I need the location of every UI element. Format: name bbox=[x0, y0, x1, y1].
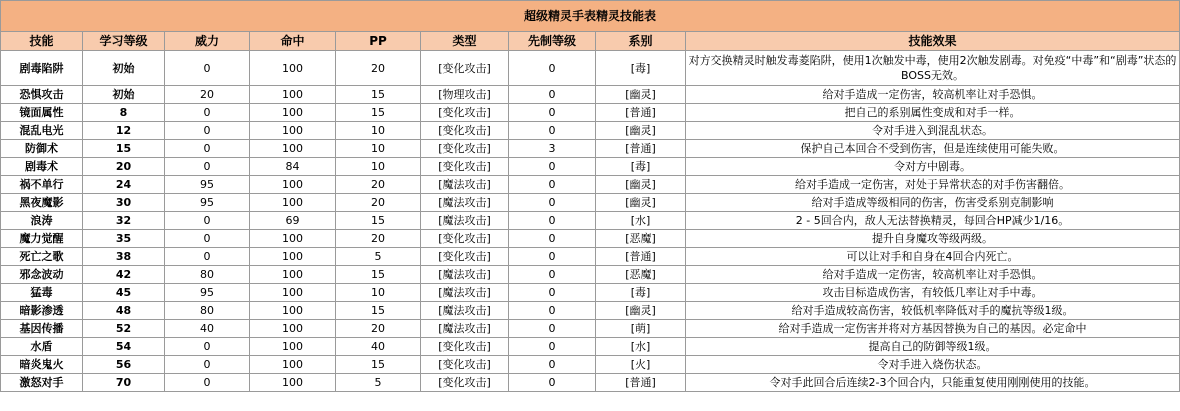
cell-pp: 15 bbox=[336, 356, 421, 374]
cell-accuracy: 100 bbox=[250, 140, 336, 158]
cell-pp: 5 bbox=[336, 374, 421, 392]
cell-accuracy: 100 bbox=[250, 104, 336, 122]
cell-pp: 20 bbox=[336, 320, 421, 338]
cell-accuracy: 100 bbox=[250, 374, 336, 392]
cell-learn-level: 12 bbox=[83, 122, 165, 140]
cell-skill-name: 防御术 bbox=[1, 140, 83, 158]
cell-effect: 攻击目标造成伤害，有较低几率让对手中毒。 bbox=[686, 284, 1180, 302]
cell-effect: 令对手此回合后连续2-3个回合内，只能重复使用刚刚使用的技能。 bbox=[686, 374, 1180, 392]
table-row bbox=[1, 51, 1180, 86]
cell-power: 0 bbox=[165, 356, 250, 374]
table-row bbox=[1, 302, 1180, 320]
cell-accuracy: 100 bbox=[250, 194, 336, 212]
cell-skill-name: 邪念波动 bbox=[1, 266, 83, 284]
cell-power: 0 bbox=[165, 338, 250, 356]
table-row bbox=[1, 104, 1180, 122]
table-row bbox=[1, 374, 1180, 392]
cell-accuracy: 84 bbox=[250, 158, 336, 176]
cell-skill-name: 浪涛 bbox=[1, 212, 83, 230]
cell-pp: 20 bbox=[336, 51, 421, 86]
header-skill: 技能 bbox=[1, 32, 83, 51]
cell-power: 40 bbox=[165, 320, 250, 338]
table-title: 超级精灵手表精灵技能表 bbox=[1, 1, 1180, 32]
cell-priority: 0 bbox=[509, 51, 596, 86]
cell-attack-type: [魔法攻击] bbox=[421, 194, 509, 212]
cell-accuracy: 100 bbox=[250, 122, 336, 140]
cell-skill-name: 暗影渗透 bbox=[1, 302, 83, 320]
cell-element: [普通] bbox=[596, 374, 686, 392]
cell-element: [幽灵] bbox=[596, 86, 686, 104]
cell-attack-type: [变化攻击] bbox=[421, 51, 509, 86]
cell-effect: 把自己的系别属性变成和对手一样。 bbox=[686, 104, 1180, 122]
cell-attack-type: [物理攻击] bbox=[421, 86, 509, 104]
cell-priority: 0 bbox=[509, 320, 596, 338]
cell-effect: 提升自身魔攻等级两级。 bbox=[686, 230, 1180, 248]
cell-attack-type: [变化攻击] bbox=[421, 122, 509, 140]
cell-attack-type: [魔法攻击] bbox=[421, 212, 509, 230]
cell-accuracy: 100 bbox=[250, 51, 336, 86]
cell-effect: 给对手造成一定伤害，对处于异常状态的对手伤害翻倍。 bbox=[686, 176, 1180, 194]
cell-priority: 0 bbox=[509, 302, 596, 320]
cell-attack-type: [魔法攻击] bbox=[421, 320, 509, 338]
cell-effect: 对方交换精灵时触发毒菱陷阱，使用1次触发中毒，使用2次触发剧毒。对免疫“中毒”和“剧毒”状态的BOSS无效。 bbox=[686, 51, 1180, 86]
cell-power: 0 bbox=[165, 140, 250, 158]
cell-pp: 20 bbox=[336, 194, 421, 212]
cell-power: 0 bbox=[165, 230, 250, 248]
cell-learn-level: 52 bbox=[83, 320, 165, 338]
cell-effect: 提高自己的防御等级1级。 bbox=[686, 338, 1180, 356]
cell-effect: 给对手造成一定伤害，较高机率让对手恐惧。 bbox=[686, 86, 1180, 104]
cell-power: 95 bbox=[165, 284, 250, 302]
table-row bbox=[1, 284, 1180, 302]
cell-effect: 给对手造成等级相同的伤害，伤害受系别克制影响 bbox=[686, 194, 1180, 212]
cell-learn-level: 70 bbox=[83, 374, 165, 392]
cell-pp: 15 bbox=[336, 86, 421, 104]
cell-attack-type: [变化攻击] bbox=[421, 356, 509, 374]
cell-pp: 15 bbox=[336, 266, 421, 284]
header-type: 类型 bbox=[421, 32, 509, 51]
cell-attack-type: [魔法攻击] bbox=[421, 176, 509, 194]
cell-accuracy: 100 bbox=[250, 284, 336, 302]
cell-power: 20 bbox=[165, 86, 250, 104]
cell-skill-name: 猛毒 bbox=[1, 284, 83, 302]
cell-learn-level: 35 bbox=[83, 230, 165, 248]
cell-skill-name: 混乱电光 bbox=[1, 122, 83, 140]
cell-priority: 0 bbox=[509, 338, 596, 356]
header-accuracy: 命中 bbox=[250, 32, 336, 51]
cell-power: 95 bbox=[165, 194, 250, 212]
cell-attack-type: [变化攻击] bbox=[421, 248, 509, 266]
cell-skill-name: 激怒对手 bbox=[1, 374, 83, 392]
table-row bbox=[1, 122, 1180, 140]
cell-element: [水] bbox=[596, 338, 686, 356]
table-row bbox=[1, 176, 1180, 194]
cell-priority: 0 bbox=[509, 86, 596, 104]
cell-attack-type: [变化攻击] bbox=[421, 338, 509, 356]
cell-learn-level: 48 bbox=[83, 302, 165, 320]
cell-learn-level: 30 bbox=[83, 194, 165, 212]
cell-power: 0 bbox=[165, 212, 250, 230]
cell-pp: 15 bbox=[336, 302, 421, 320]
table-body bbox=[1, 51, 1180, 392]
cell-priority: 0 bbox=[509, 212, 596, 230]
cell-element: [普通] bbox=[596, 248, 686, 266]
cell-priority: 0 bbox=[509, 356, 596, 374]
cell-accuracy: 100 bbox=[250, 266, 336, 284]
cell-effect: 可以让对手和自身在4回合内死亡。 bbox=[686, 248, 1180, 266]
cell-pp: 15 bbox=[336, 104, 421, 122]
cell-attack-type: [变化攻击] bbox=[421, 140, 509, 158]
cell-learn-level: 38 bbox=[83, 248, 165, 266]
cell-accuracy: 100 bbox=[250, 176, 336, 194]
cell-attack-type: [魔法攻击] bbox=[421, 266, 509, 284]
cell-priority: 0 bbox=[509, 266, 596, 284]
cell-learn-level: 42 bbox=[83, 266, 165, 284]
cell-pp: 10 bbox=[336, 284, 421, 302]
cell-pp: 20 bbox=[336, 230, 421, 248]
cell-skill-name: 基因传播 bbox=[1, 320, 83, 338]
cell-power: 0 bbox=[165, 248, 250, 266]
cell-priority: 0 bbox=[509, 248, 596, 266]
table-row bbox=[1, 356, 1180, 374]
cell-element: [毒] bbox=[596, 158, 686, 176]
cell-effect: 令对手进入到混乱状态。 bbox=[686, 122, 1180, 140]
table-row bbox=[1, 320, 1180, 338]
cell-pp: 10 bbox=[336, 140, 421, 158]
cell-element: [水] bbox=[596, 212, 686, 230]
cell-skill-name: 黑夜魔影 bbox=[1, 194, 83, 212]
cell-skill-name: 恐惧攻击 bbox=[1, 86, 83, 104]
cell-element: [毒] bbox=[596, 284, 686, 302]
cell-attack-type: [魔法攻击] bbox=[421, 302, 509, 320]
cell-learn-level: 56 bbox=[83, 356, 165, 374]
cell-skill-name: 魔力觉醒 bbox=[1, 230, 83, 248]
cell-element: [普通] bbox=[596, 140, 686, 158]
cell-learn-level: 初始 bbox=[83, 86, 165, 104]
cell-accuracy: 100 bbox=[250, 230, 336, 248]
cell-power: 0 bbox=[165, 104, 250, 122]
cell-effect: 令对手进入烧伤状态。 bbox=[686, 356, 1180, 374]
cell-element: [恶魔] bbox=[596, 230, 686, 248]
cell-attack-type: [变化攻击] bbox=[421, 104, 509, 122]
cell-element: [幽灵] bbox=[596, 302, 686, 320]
cell-priority: 0 bbox=[509, 374, 596, 392]
cell-attack-type: [变化攻击] bbox=[421, 158, 509, 176]
table-row bbox=[1, 140, 1180, 158]
header-power: 威力 bbox=[165, 32, 250, 51]
table-row bbox=[1, 158, 1180, 176]
cell-priority: 0 bbox=[509, 122, 596, 140]
cell-priority: 0 bbox=[509, 176, 596, 194]
cell-skill-name: 暗炎鬼火 bbox=[1, 356, 83, 374]
cell-attack-type: [魔法攻击] bbox=[421, 284, 509, 302]
header-effect: 技能效果 bbox=[686, 32, 1180, 51]
cell-skill-name: 死亡之歌 bbox=[1, 248, 83, 266]
header-priority: 先制等级 bbox=[509, 32, 596, 51]
cell-element: [幽灵] bbox=[596, 122, 686, 140]
cell-priority: 0 bbox=[509, 158, 596, 176]
cell-element: [恶魔] bbox=[596, 266, 686, 284]
cell-priority: 3 bbox=[509, 140, 596, 158]
cell-pp: 15 bbox=[336, 212, 421, 230]
cell-pp: 10 bbox=[336, 122, 421, 140]
cell-accuracy: 100 bbox=[250, 356, 336, 374]
cell-learn-level: 32 bbox=[83, 212, 165, 230]
cell-effect: 2 - 5回合内，敌人无法替换精灵，每回合HP减少1/16。 bbox=[686, 212, 1180, 230]
cell-pp: 10 bbox=[336, 158, 421, 176]
cell-priority: 0 bbox=[509, 194, 596, 212]
cell-accuracy: 100 bbox=[250, 320, 336, 338]
cell-effect: 给对手造成一定伤害并将对方基因替换为自己的基因。必定命中 bbox=[686, 320, 1180, 338]
cell-skill-name: 剧毒术 bbox=[1, 158, 83, 176]
cell-power: 0 bbox=[165, 374, 250, 392]
cell-pp: 40 bbox=[336, 338, 421, 356]
cell-power: 80 bbox=[165, 302, 250, 320]
header-pp: PP bbox=[336, 32, 421, 51]
cell-power: 80 bbox=[165, 266, 250, 284]
cell-priority: 0 bbox=[509, 230, 596, 248]
cell-effect: 保护自己本回合不受到伤害，但是连续使用可能失败。 bbox=[686, 140, 1180, 158]
table-row bbox=[1, 194, 1180, 212]
cell-learn-level: 45 bbox=[83, 284, 165, 302]
header-level: 学习等级 bbox=[83, 32, 165, 51]
cell-learn-level: 20 bbox=[83, 158, 165, 176]
cell-learn-level: 初始 bbox=[83, 51, 165, 86]
cell-attack-type: [变化攻击] bbox=[421, 374, 509, 392]
cell-effect: 令对方中剧毒。 bbox=[686, 158, 1180, 176]
cell-priority: 0 bbox=[509, 284, 596, 302]
cell-accuracy: 100 bbox=[250, 248, 336, 266]
cell-element: [毒] bbox=[596, 51, 686, 86]
cell-element: [幽灵] bbox=[596, 194, 686, 212]
cell-power: 95 bbox=[165, 176, 250, 194]
cell-effect: 给对手造成一定伤害，较高机率让对手恐惧。 bbox=[686, 266, 1180, 284]
cell-learn-level: 8 bbox=[83, 104, 165, 122]
cell-element: [萌] bbox=[596, 320, 686, 338]
cell-power: 0 bbox=[165, 122, 250, 140]
table-row bbox=[1, 266, 1180, 284]
cell-element: [火] bbox=[596, 356, 686, 374]
cell-learn-level: 24 bbox=[83, 176, 165, 194]
cell-priority: 0 bbox=[509, 104, 596, 122]
cell-skill-name: 剧毒陷阱 bbox=[1, 51, 83, 86]
cell-power: 0 bbox=[165, 158, 250, 176]
cell-element: [普通] bbox=[596, 104, 686, 122]
table-row bbox=[1, 248, 1180, 266]
cell-power: 0 bbox=[165, 51, 250, 86]
cell-pp: 5 bbox=[336, 248, 421, 266]
header-element: 系别 bbox=[596, 32, 686, 51]
table-row bbox=[1, 212, 1180, 230]
table-row bbox=[1, 338, 1180, 356]
table-row bbox=[1, 86, 1180, 104]
cell-learn-level: 54 bbox=[83, 338, 165, 356]
cell-accuracy: 69 bbox=[250, 212, 336, 230]
cell-accuracy: 100 bbox=[250, 302, 336, 320]
cell-attack-type: [变化攻击] bbox=[421, 230, 509, 248]
cell-effect: 给对手造成较高伤害，较低机率降低对手的魔抗等级1级。 bbox=[686, 302, 1180, 320]
header-row bbox=[1, 32, 1180, 51]
table-row bbox=[1, 230, 1180, 248]
cell-skill-name: 水盾 bbox=[1, 338, 83, 356]
cell-accuracy: 100 bbox=[250, 338, 336, 356]
cell-skill-name: 镜面属性 bbox=[1, 104, 83, 122]
cell-element: [幽灵] bbox=[596, 176, 686, 194]
cell-pp: 20 bbox=[336, 176, 421, 194]
cell-skill-name: 祸不单行 bbox=[1, 176, 83, 194]
cell-accuracy: 100 bbox=[250, 86, 336, 104]
cell-learn-level: 15 bbox=[83, 140, 165, 158]
